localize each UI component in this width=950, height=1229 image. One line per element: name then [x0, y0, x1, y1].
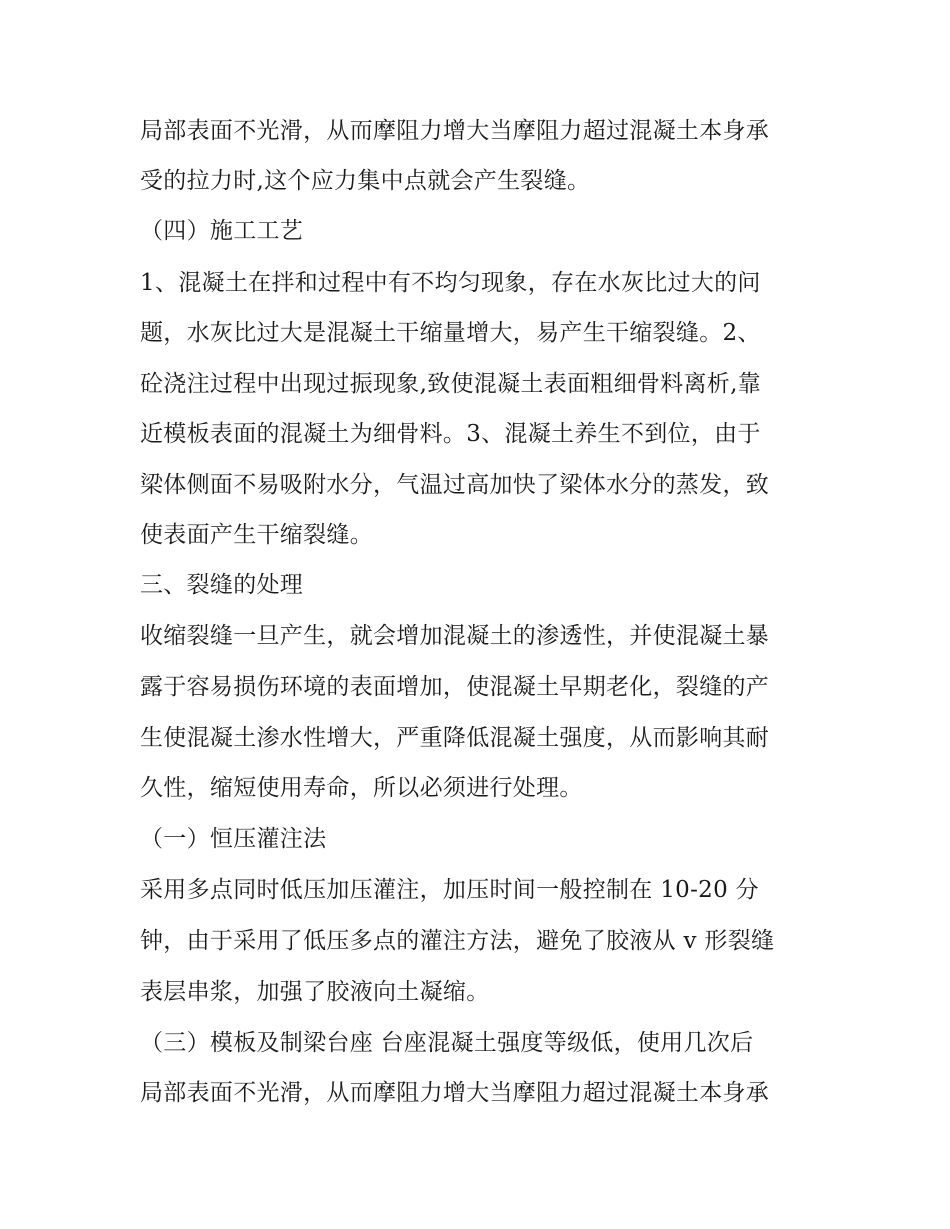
text-line: 受的拉力时,这个应力集中点就会产生裂缝。 [140, 168, 591, 194]
text-line: 局部表面不光滑，从而摩阻力增大当摩阻力超过混凝土本身承 [140, 118, 770, 144]
text-line: 梁体侧面不易吸附水分，气温过高加快了梁体水分的蒸发，致 [140, 472, 770, 498]
text-line: 采用多点同时低压加压灌注，加压时间一般控制在 10-20 分 [140, 877, 759, 903]
text-line: 题，水灰比过大是混凝土干缩量增大，易产生干缩裂缝。2、 [140, 320, 761, 346]
text-line: 久性，缩短使用寿命，所以必须进行处理。 [140, 775, 583, 801]
text-line: 使表面产生干缩裂缝。 [140, 522, 373, 548]
text-line: 近模板表面的混凝土为细骨料。3、混凝土养生不到位，由于 [140, 421, 761, 447]
text-line: 露于容易损伤环境的表面增加，使混凝土早期老化，裂缝的产 [140, 674, 770, 700]
section-heading: 三、裂缝的处理 [140, 572, 304, 598]
section-heading: （三）模板及制梁台座 台座混凝土强度等级低，使用几次后 [140, 1030, 754, 1056]
text-line: 砼浇注过程中出现过振现象,致使混凝土表面粗细骨料离析,靠 [140, 371, 762, 397]
text-line: 局部表面不光滑，从而摩阻力增大当摩阻力超过混凝土本身承 [140, 1080, 770, 1106]
text-line: 生使混凝土渗水性增大，严重降低混凝土强度，从而影响其耐 [140, 725, 770, 751]
section-heading: （四）施工工艺 [140, 218, 304, 244]
section-heading: （一）恒压灌注法 [140, 826, 327, 852]
text-line: 表层串浆，加强了胶液向土凝缩。 [140, 979, 490, 1005]
text-line: 1、混凝土在拌和过程中有不均匀现象，存在水灰比过大的问 [140, 270, 761, 296]
text-line: 钟，由于采用了低压多点的灌注方法，避免了胶液从 v 形裂缝 [140, 928, 775, 954]
text-line: 收缩裂缝一旦产生，就会增加混凝土的渗透性，并使混凝土暴 [140, 623, 770, 649]
